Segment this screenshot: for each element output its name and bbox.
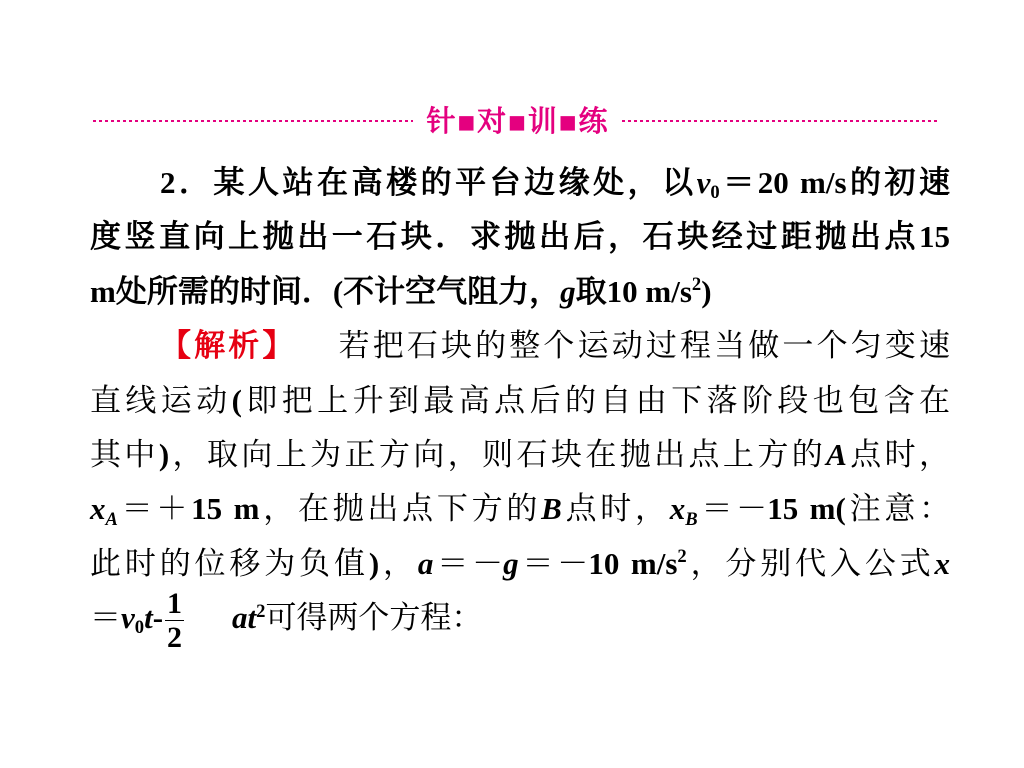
- superscript-two: 2: [677, 546, 687, 568]
- subscript-b: B: [685, 508, 698, 530]
- solution-text: 即把上升到最高点后的自由下落阶段也包含在: [241, 382, 951, 419]
- open-paren: (: [231, 382, 242, 418]
- solution-text: 若把石块的整个运动过程当做一个匀变速: [338, 328, 951, 365]
- displacement-value: 15 m: [767, 491, 836, 527]
- equals-minus-sign: ＝－: [433, 545, 504, 582]
- problem-text: 某人站在高楼的平台边缘处，以: [213, 165, 697, 201]
- variable-x: x: [934, 545, 951, 581]
- solution-text: 其中: [90, 436, 159, 473]
- section-title: 针▪对▪训▪练: [426, 104, 609, 138]
- solution-text: 点时，: [846, 436, 951, 473]
- subscript-zero: 0: [134, 617, 145, 639]
- subscript-a: A: [105, 508, 118, 530]
- problem-line: [90, 156, 950, 210]
- variable-at: at: [232, 600, 257, 636]
- close-paren: ): [368, 545, 380, 581]
- fraction-numerator: 1: [167, 587, 183, 621]
- equals-sign: ＝: [719, 165, 758, 201]
- solution-text: 此时的位移为负值: [90, 545, 369, 582]
- open-paren: (: [332, 273, 344, 309]
- problem-number: 2．: [160, 165, 214, 200]
- acceleration-value: 10 m/s: [588, 545, 678, 581]
- solution-text: ，在抛出点下方的: [259, 491, 542, 528]
- solution-line: [90, 374, 950, 428]
- problem-line: [90, 210, 950, 264]
- solution-text: ，分别代入公式: [686, 545, 935, 582]
- initial-speed-value: 20 m/s: [757, 165, 847, 200]
- solution-line: [90, 319, 950, 373]
- problem-line: [90, 265, 950, 319]
- problem-text: 处所需的时间．: [115, 273, 333, 310]
- solution-line: [90, 537, 950, 591]
- solution-text: 点时，: [561, 491, 670, 528]
- variable-a: a: [417, 545, 434, 581]
- variable-g: g: [503, 545, 519, 581]
- fraction-one-half: [165, 589, 184, 653]
- distance-value: 15: [919, 219, 950, 255]
- solution-text: 直线运动: [90, 382, 232, 419]
- equals-minus-sign: ＝－: [518, 545, 589, 582]
- variable-g: g: [560, 273, 576, 309]
- problem-text: 不计空气阻力，: [343, 273, 561, 310]
- variable-v: v: [121, 600, 135, 636]
- solution-line: [90, 587, 950, 655]
- subscript-zero: 0: [710, 182, 720, 204]
- solution-line: [90, 428, 950, 482]
- variable-x: x: [669, 491, 686, 527]
- superscript-two: 2: [691, 274, 702, 296]
- solution-line: [90, 482, 950, 536]
- variable-v: v: [696, 165, 711, 200]
- slide-content: [90, 156, 951, 655]
- open-paren: (: [835, 491, 846, 527]
- close-paren: ): [158, 436, 170, 472]
- superscript-two: 2: [256, 600, 266, 622]
- distance-unit: m: [90, 273, 116, 309]
- analysis-label: 【解析】: [160, 328, 297, 365]
- equals-sign: ＝: [90, 600, 121, 637]
- equals-plus-sign: ＝＋: [117, 491, 192, 528]
- point-b-label: B: [541, 491, 562, 527]
- close-paren: ): [701, 273, 712, 309]
- solution-text: ，取向上为正方向，则石块在抛出点上方的: [169, 436, 827, 473]
- solution-text: 注意：: [845, 491, 951, 528]
- variable-t: t: [144, 600, 153, 636]
- comma: ，: [379, 545, 418, 582]
- problem-text: 的初速: [846, 165, 951, 201]
- minus-sign: -: [152, 600, 164, 636]
- header-dashed-line-left: [93, 120, 413, 122]
- displacement-value: 15 m: [191, 491, 260, 527]
- header-dashed-line-right: [622, 120, 940, 122]
- fraction-denominator: 2: [167, 621, 183, 655]
- point-a-label: A: [826, 436, 847, 472]
- variable-x: x: [90, 491, 106, 527]
- solution-text: 可得两个方程：: [265, 600, 483, 637]
- equals-minus-sign: ＝－: [697, 491, 768, 528]
- problem-text: 取: [575, 273, 607, 310]
- problem-text: 度竖直向上抛出一石块．求抛出后，石块经过距抛出点: [90, 219, 919, 256]
- gravity-value: 10 m/s: [606, 273, 692, 309]
